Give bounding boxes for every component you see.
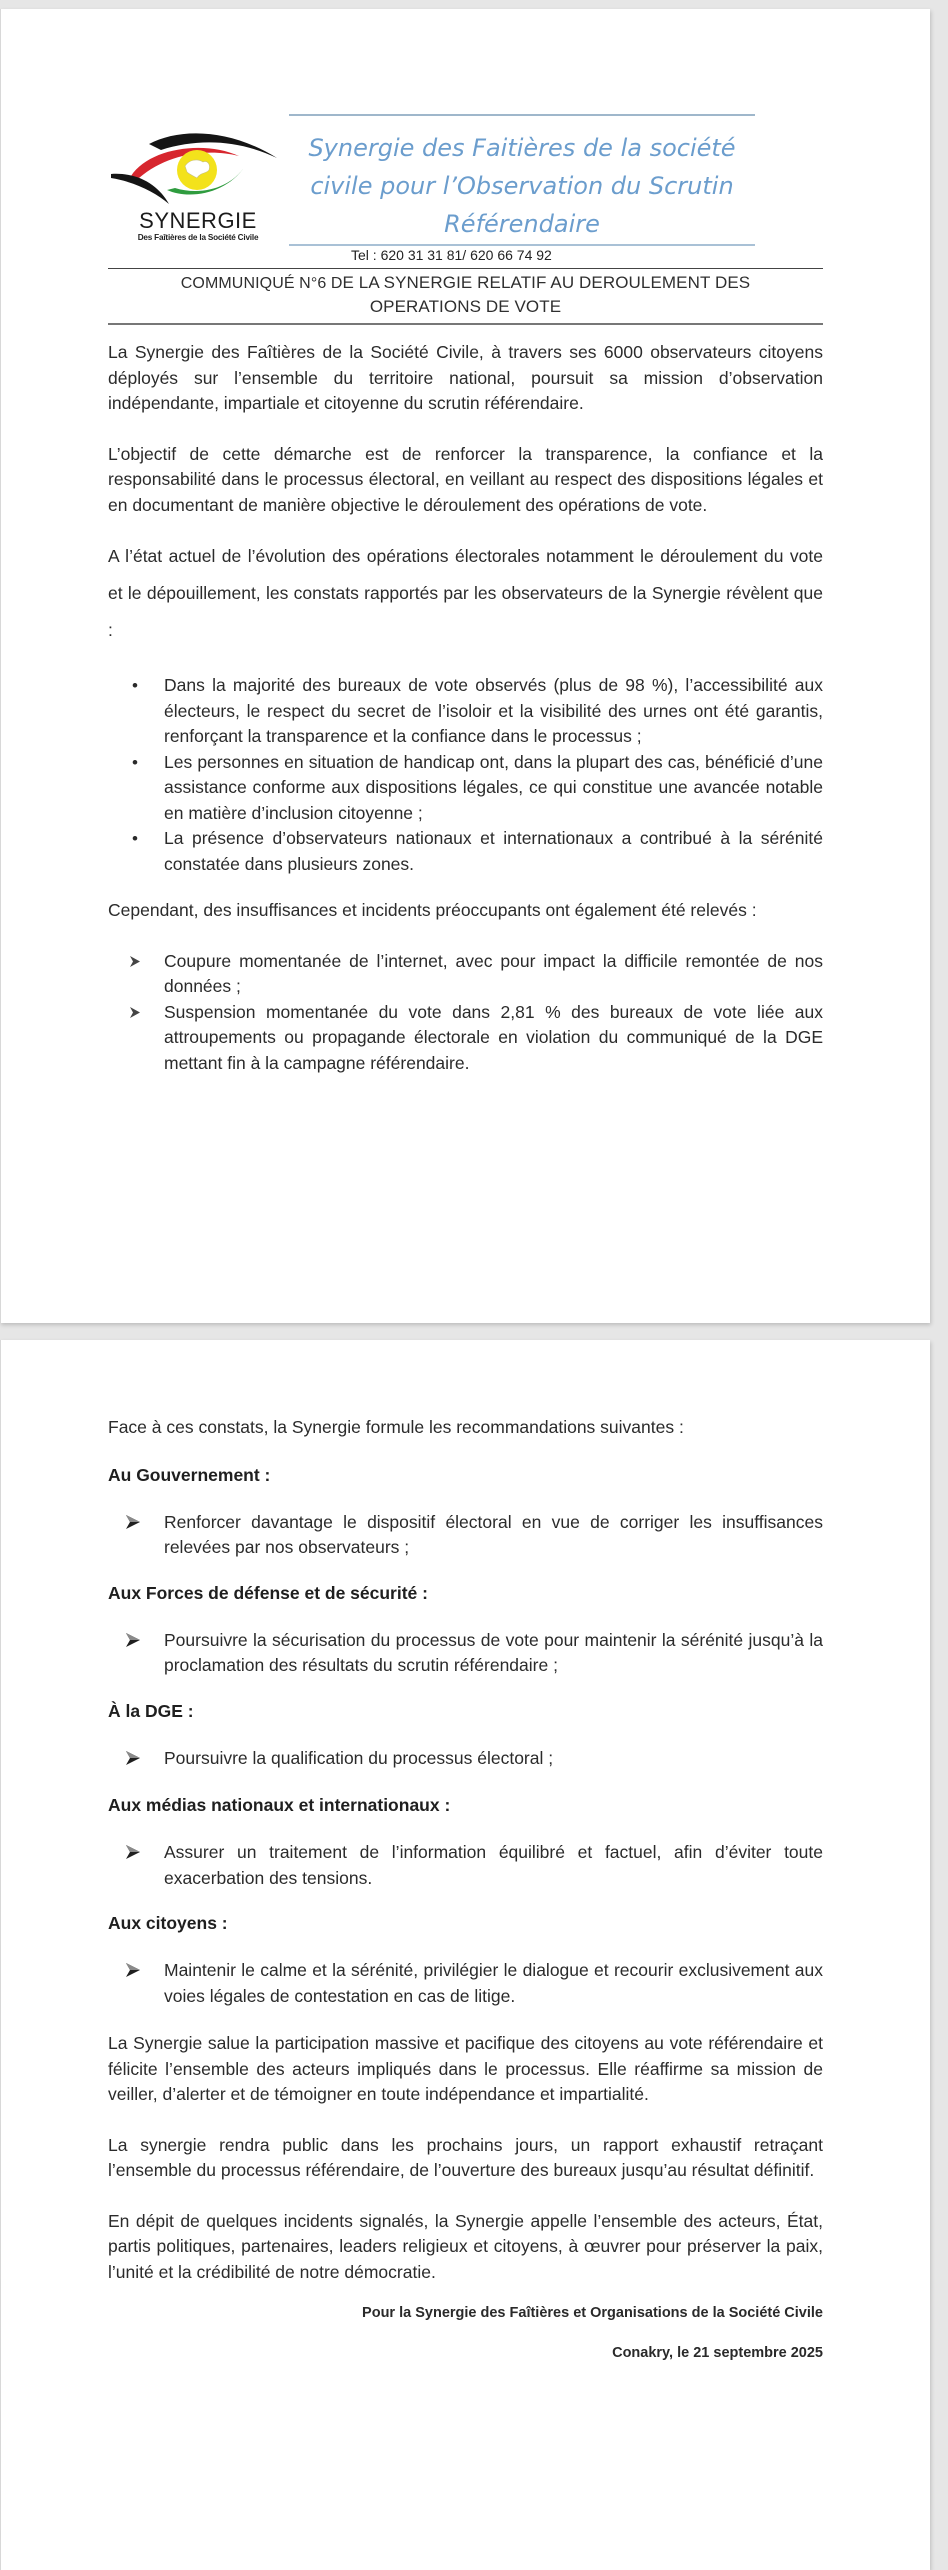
concerns-list [108, 949, 823, 1077]
recommendation-list [108, 1746, 823, 1772]
intro-paragraph: La Synergie des Faîtières de la Société Civile, à travers ses 6000 observateurs citoyens déployés sur l’ensemble du territoire national, poursuit sa mission d’observation indépendante, impartiale et citoyenne du scrutin référendaire. [108, 342, 823, 413]
recommendation-heading: Au Gouvernement : [108, 1464, 271, 1485]
objective-paragraph: L’objectif de cette démarche est de renforcer la transparence, la confiance et la responsabilité dans le processus électoral, en veillant au respect des dispositions légales et en documentant de manière objective le déroulement des opérations de vote. [108, 443, 823, 515]
list-item: Suspension momentanée du vote dans 2,81 % des bureaux de vote liée aux attroupements ou propagande électorale en violation du communiqué de la DGE mettant fin à la campagne référendaire. [126, 1000, 823, 1077]
phone-numbers: Tel : 620 31 31 81/ 620 66 74 92 [351, 247, 552, 263]
arrow-bullet-icon [130, 956, 140, 967]
organization-title [289, 129, 755, 243]
recommendation-list [108, 1840, 823, 1891]
recommendation-heading: Aux citoyens : [108, 1913, 228, 1933]
recommendations-intro: Face à ces constats, la Synergie formule les recommandations suivantes : [108, 1417, 684, 1437]
eye-logo-icon [109, 126, 287, 210]
place-and-date: Conakry, le 21 septembre 2025 [612, 2345, 823, 2361]
logo-subtitle: Des Faîtières de la Société Civile [137, 233, 259, 242]
list-item: Poursuivre la qualification du processus électoral ; [126, 1746, 823, 1772]
bullet-dot-icon: • [132, 752, 138, 772]
list-item: Poursuivre la sécurisation du processus de vote pour maintenir la sérénité jusqu’à la proclamation des résultats du scrutin référendaire ; [126, 1628, 823, 1679]
organization-title-line: Synergie des Faitières de la société [308, 134, 736, 162]
list-item: • Dans la majorité des bureaux de vote observés (plus de 98 %), l’accessibilité aux électeurs, le respect du secret de l’isoloir et la visibilité des urnes ont été garantis, renforçant la transparence et la confiance dans le processus ; [132, 675, 823, 746]
findings-intro-paragraph: A l’état actuel de l’évolution des opérations électorales notamment le déroulement du vote et le dépouillement, les constats rapportés par les observateurs de la Synergie révèlent que : [108, 546, 823, 640]
concerns-intro-paragraph: Cependant, des insuffisances et incidents préoccupants ont également été relevés : [108, 900, 757, 920]
arrowhead-bullet-icon [126, 1633, 140, 1647]
recommendation-heading: Aux Forces de défense et de sécurité : [108, 1582, 428, 1603]
closing-paragraph: En dépit de quelques incidents signalés, la Synergie appelle l’ensemble des acteurs, État, partis politiques, partenaires, leaders religieux et citoyens, à œuvrer pour préserver la paix, l’unité et la crédibilité de notre démocratie. [108, 2210, 823, 2282]
list-item: Coupure momentanée de l’internet, avec pour impact la difficile remontée de nos données ; [126, 949, 823, 1000]
organization-title-line: civile pour l’Observation du Scrutin [310, 172, 734, 200]
title-rule-bottom [108, 323, 823, 325]
communique-title-line2: OPERATIONS DE VOTE [369, 297, 562, 316]
header-rule-top [289, 114, 755, 116]
arrowhead-bullet-icon [126, 1963, 140, 1977]
arrow-bullet-icon [130, 1007, 140, 1018]
page2-body [108, 1415, 823, 2361]
synergie-logo [109, 126, 287, 256]
arrowhead-bullet-icon [126, 1515, 140, 1529]
organization-title-line: Référendaire [444, 210, 600, 238]
header-rule-bottom [289, 244, 755, 246]
arrowhead-bullet-icon [126, 1845, 140, 1859]
communique-title [108, 271, 823, 318]
list-item: • Les personnes en situation de handicap ont, dans la plupart des cas, bénéficié d’une assistance conforme aux dispositions légales, ce qui constitue une avancée notable en matière d’inclusion citoyenne ; [132, 751, 823, 823]
signature-line: Pour la Synergie des Faîtières et Organisations de la Société Civile [362, 2305, 823, 2321]
recommendation-list [108, 1510, 823, 1561]
bullet-dot-icon: • [132, 676, 138, 695]
communique-title-rest: E LA SYNERGIE RELATIF AU DEROULEMENT DES [342, 273, 751, 292]
document-page-2 [0, 1340, 930, 2570]
findings-list [108, 673, 823, 877]
closing-paragraph: La Synergie salue la participation massive et pacifique des citoyens au vote référendaire et félicite l’ensemble des acteurs impliqués dans le processus. Elle réaffirme sa mission de veiller, d’alerter et de témoigner en toute indépendance et impartialité. [108, 2033, 823, 2104]
page1-body [108, 340, 823, 1076]
communique-number: COMMUNIQUÉ N°6 D [180, 275, 343, 292]
document-page-1 [0, 9, 930, 1323]
recommendation-heading: Aux médias nationaux et internationaux : [108, 1795, 451, 1815]
list-item: • La présence d’observateurs nationaux et internationaux a contribué à la sérénité constatée dans plusieurs zones. [132, 828, 823, 874]
recommendation-heading: À la DGE : [108, 1700, 194, 1721]
closing-paragraph: La synergie rendra public dans les prochains jours, un rapport exhaustif retraçant l’ensemble du processus référendaire, de l’ouverture des bureaux jusqu’au résultat définitif. [108, 2134, 823, 2180]
list-item: Assurer un traitement de l’information équilibré et factuel, afin d’éviter toute exacerbation des tensions. [126, 1840, 823, 1891]
list-item: Renforcer davantage le dispositif électoral en vue de corriger les insuffisances relevées par nos observateurs ; [126, 1510, 823, 1561]
bullet-dot-icon: • [132, 829, 138, 848]
title-rule-top [108, 268, 823, 269]
recommendation-list [108, 1958, 823, 2009]
recommendation-list [108, 1628, 823, 1679]
logo-wordmark: SYNERGIE [139, 208, 257, 233]
list-item: Maintenir le calme et la sérénité, privilégier le dialogue et recourir exclusivement aux voies légales de contestation en cas de litige. [126, 1958, 823, 2009]
arrowhead-bullet-icon [126, 1751, 140, 1765]
